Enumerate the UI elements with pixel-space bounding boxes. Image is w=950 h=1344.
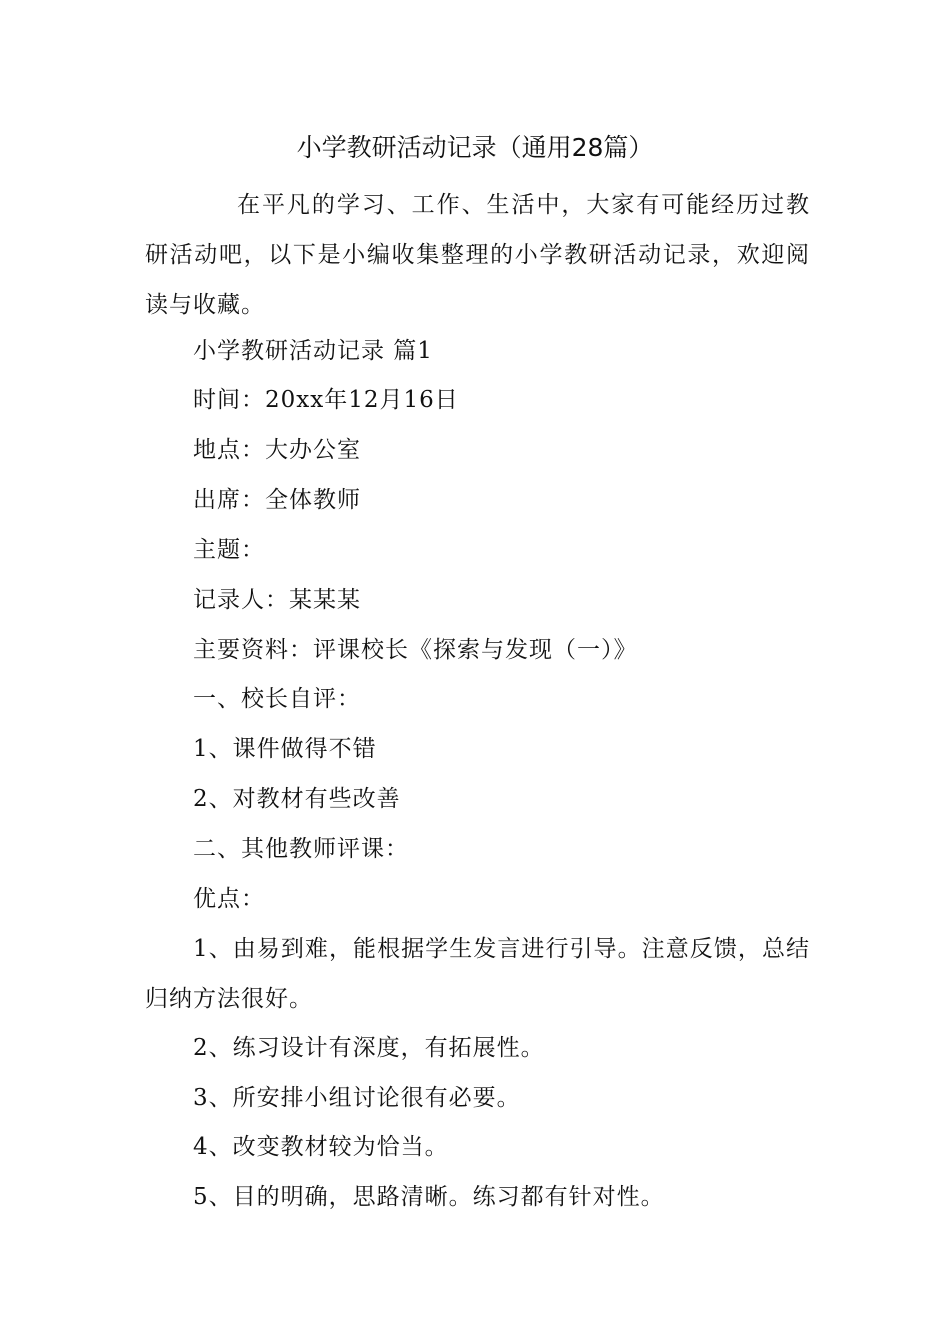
part2-heading: 二、其他教师评课： bbox=[193, 836, 409, 862]
advantage-item: 3、所安排小组讨论很有必要。 bbox=[193, 1085, 521, 1111]
attendees-line: 出席：全体教师 bbox=[193, 487, 361, 513]
advantages-heading: 优点： bbox=[193, 886, 265, 912]
part1-item: 1、课件做得不错 bbox=[193, 736, 377, 762]
place-line: 地点：大办公室 bbox=[193, 437, 361, 463]
part1-item: 2、对教材有些改善 bbox=[193, 786, 401, 812]
section-heading: 小学教研活动记录 篇1 bbox=[193, 338, 433, 364]
advantage-item: 4、改变教材较为恰当。 bbox=[193, 1134, 449, 1160]
advantage-item: 2、练习设计有深度，有拓展性。 bbox=[193, 1035, 545, 1061]
document-title: 小学教研活动记录（通用28篇） bbox=[296, 133, 654, 162]
main-material-line: 主要资料：评课校长《探索与发现（一）》 bbox=[193, 637, 638, 663]
advantage-item: 1、由易到难，能根据学生发言进行引导。注意反馈，总结归纳方法很好。 bbox=[145, 936, 810, 1012]
recorder-line: 记录人：某某某 bbox=[193, 587, 361, 613]
intro-paragraph: 在平凡的学习、工作、生活中，大家有可能经历过教研活动吧，以下是小编收集整理的小学教研活动记录，欢迎阅读与收藏。 bbox=[145, 192, 810, 318]
advantage-item: 5、目的明确，思路清晰。练习都有针对性。 bbox=[193, 1184, 665, 1210]
part1-heading: 一、校长自评： bbox=[193, 686, 361, 712]
theme-line: 主题： bbox=[193, 537, 265, 563]
time-line: 时间：20xx年12月16日 bbox=[193, 387, 459, 413]
